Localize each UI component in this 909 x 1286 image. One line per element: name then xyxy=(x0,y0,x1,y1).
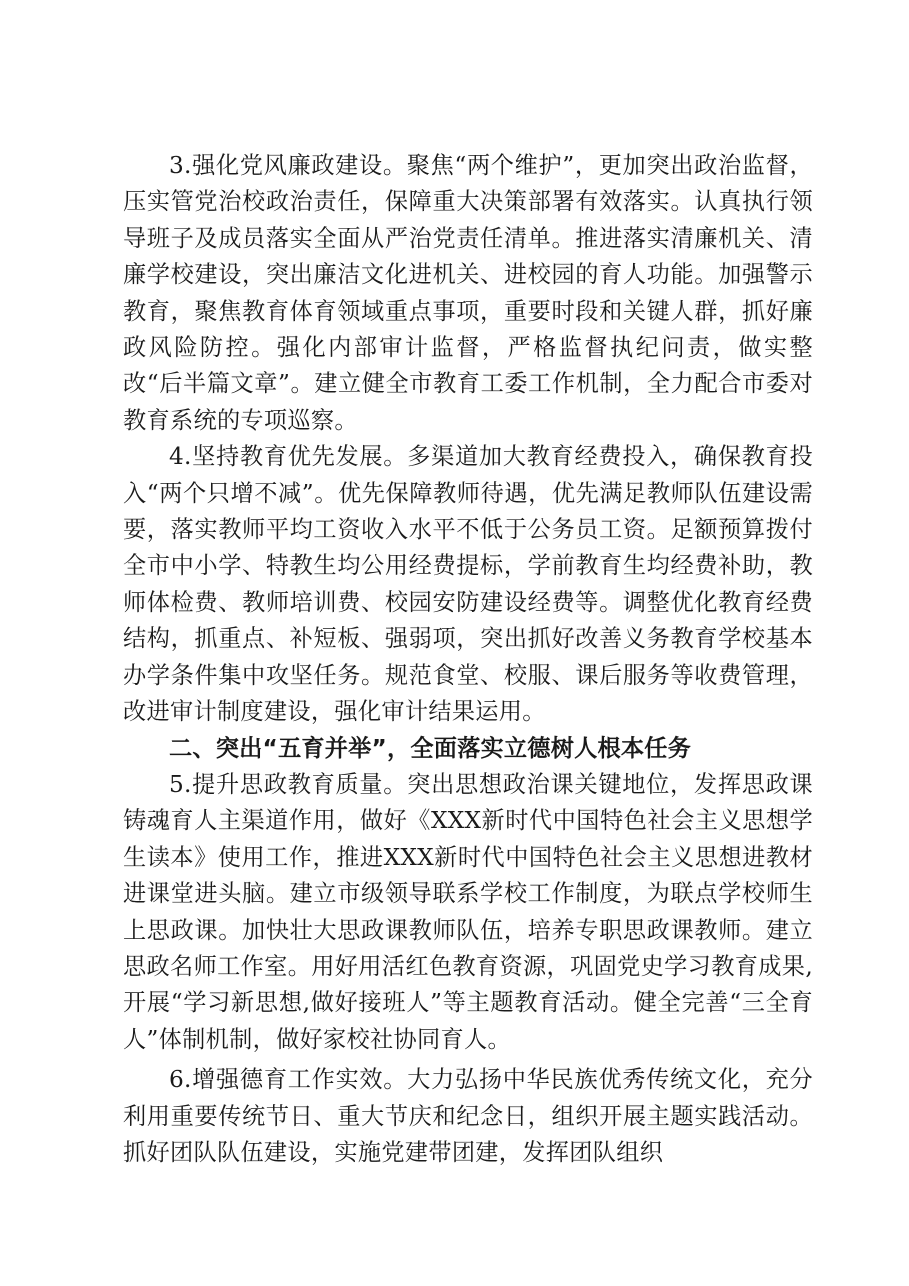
paragraph-5: 5.提升思政教育质量。突出思想政治课关键地位，发挥思政课铸魂育人主渠道作用，做好《XXX新时代中国特色社会主义思想学生读本》使用工作，推进XXX新时代中国特色社会主义思想进教材进课堂进头脑。建立市级领导联系学校工作制度，为联点学校师生上思政课。加快壮大思政课教师队伍，培养专职思政课教师。建立思政名师工作室。用好用活红色教育资源，巩固党史学习教育成果,开展“学习新思想,做好接班人”等主题教育活动。健全完善“三全育人”体制机制，做好家校社协同育人。 xyxy=(123,770,813,1053)
section-heading: 二、突出“五育并举”，全面落实立德树人根本任务 xyxy=(169,734,692,762)
document-body xyxy=(123,148,813,1171)
paragraph-4: 4.坚持教育优先发展。多渠道加大教育经费投入，确保教育投入“两个只增不减”。优先保障教师待遇，优先满足教师队伍建设需要，落实教师平均工资收入水平不低于公务员工资。足额预算拨付全市中小学、特教生均公用经费提标，学前教育生均经费补助，教师体检费、教师培训费、校园安防建设经费等。调整优化教育经费结构，抓重点、补短板、强弱项，突出抓好改善义务教育学校基本办学条件集中攻坚任务。规范食堂、校服、课后服务等收费管理，改进审计制度建设，强化审计结果运用。 xyxy=(123,443,813,726)
paragraph-3: 3.强化党风廉政建设。聚焦“两个维护”，更加突出政治监督，压实管党治校政治责任，保障重大决策部署有效落实。认真执行领导班子及成员落实全面从严治党责任清单。推进落实清廉机关、清廉学校建设，突出廉洁文化进机关、进校园的育人功能。加强警示教育，聚焦教育体育领域重点事项，重要时段和关键人群，抓好廉政风险防控。强化内部审计监督，严格监督执纪问责，做实整改“后半篇文章”。建立健全市教育工委工作机制，全力配合市委对教育系统的专项巡察。 xyxy=(123,152,813,434)
paragraph-6: 6.增强德育工作实效。大力弘扬中华民族优秀传统文化，充分利用重要传统节日、重大节庆和纪念日，组织开展主题实践活动。抓好团队队伍建设，实施党建带团建，发挥团队组织 xyxy=(123,1066,813,1166)
